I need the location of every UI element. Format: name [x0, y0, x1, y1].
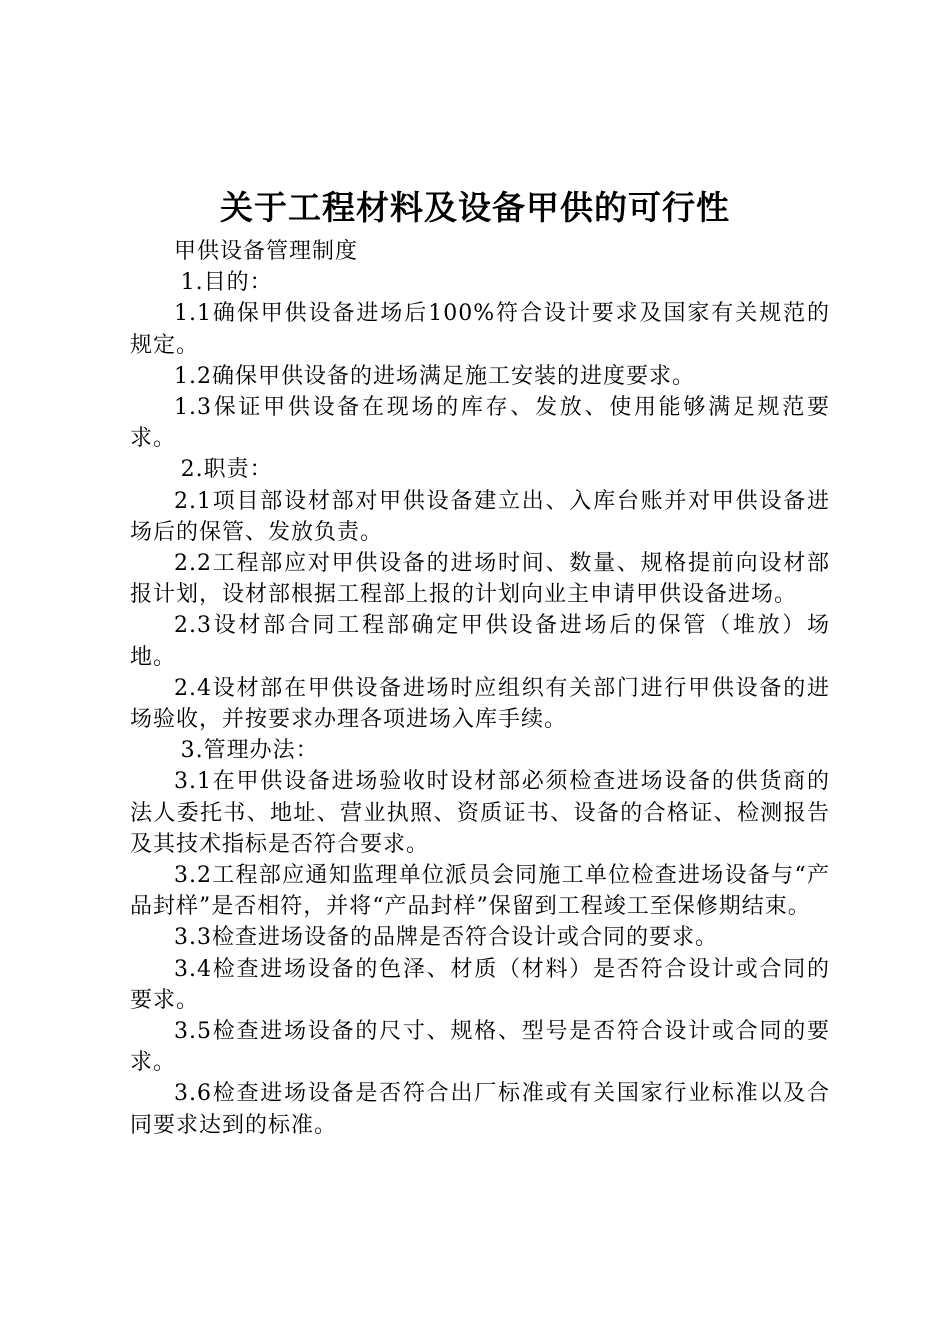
paragraph-1-1: 1.1确保甲供设备进场后100%符合设计要求及国家有关规范的规定。 — [130, 301, 830, 358]
paragraph-2-2: 2.2工程部应对甲供设备的进场时间、数量、规格提前向设材部报计划，设材部根据工程部上报的计划向业主申请甲供设备进场。 — [130, 551, 830, 608]
section-heading-methods: 3.管理办法： — [180, 738, 319, 764]
paragraph-3-1: 3.1在甲供设备进场验收时设材部必须检查进场设备的供货商的法人委托书、地址、营业执照、资质证书、设备的合格证、检测报告及其技术指标是否符合要求。 — [130, 769, 830, 857]
document-body — [130, 236, 830, 1141]
paragraph-1-2: 1.2确保甲供设备的进场满足施工安装的进度要求。 — [174, 363, 695, 389]
paragraph-2-1: 2.1项目部设材部对甲供设备建立出、入库台账并对甲供设备进场后的保管、发放负责。 — [130, 488, 830, 545]
paragraph-2-4: 2.4设材部在甲供设备进场时应组织有关部门进行甲供设备的进场验收，并按要求办理各项进场入库手续。 — [130, 675, 830, 733]
section-subtitle: 甲供设备管理制度 — [174, 239, 359, 264]
section-heading-duties: 2.职责： — [180, 457, 273, 483]
paragraph-3-2: 3.2工程部应通知监理单位派员会同施工单位检查进场设备与“产品封样”是否相符，并将“产品封样”保留到工程竣工至保修期结束。 — [130, 863, 830, 920]
paragraph-2-3: 2.3设材部合同工程部确定甲供设备进场后的保管（堆放）场地。 — [130, 613, 830, 670]
paragraph-3-6: 3.6检查进场设备是否符合出厂标准或有关国家行业标准以及合同要求达到的标准。 — [130, 1081, 830, 1138]
document-title: 关于工程材料及设备甲供的可行性 — [220, 188, 730, 227]
paragraph-3-4: 3.4检查进场设备的色泽、材质（材料）是否符合设计或合同的要求。 — [130, 956, 830, 1013]
paragraph-1-3: 1.3保证甲供设备在现场的库存、发放、使用能够满足规范要求。 — [130, 395, 830, 452]
paragraph-3-5: 3.5检查进场设备的尺寸、规格、型号是否符合设计或合同的要求。 — [130, 1019, 830, 1076]
section-heading-purpose: 1.目的： — [180, 270, 273, 296]
paragraph-3-3: 3.3检查进场设备的品牌是否符合设计或合同的要求。 — [174, 925, 718, 951]
